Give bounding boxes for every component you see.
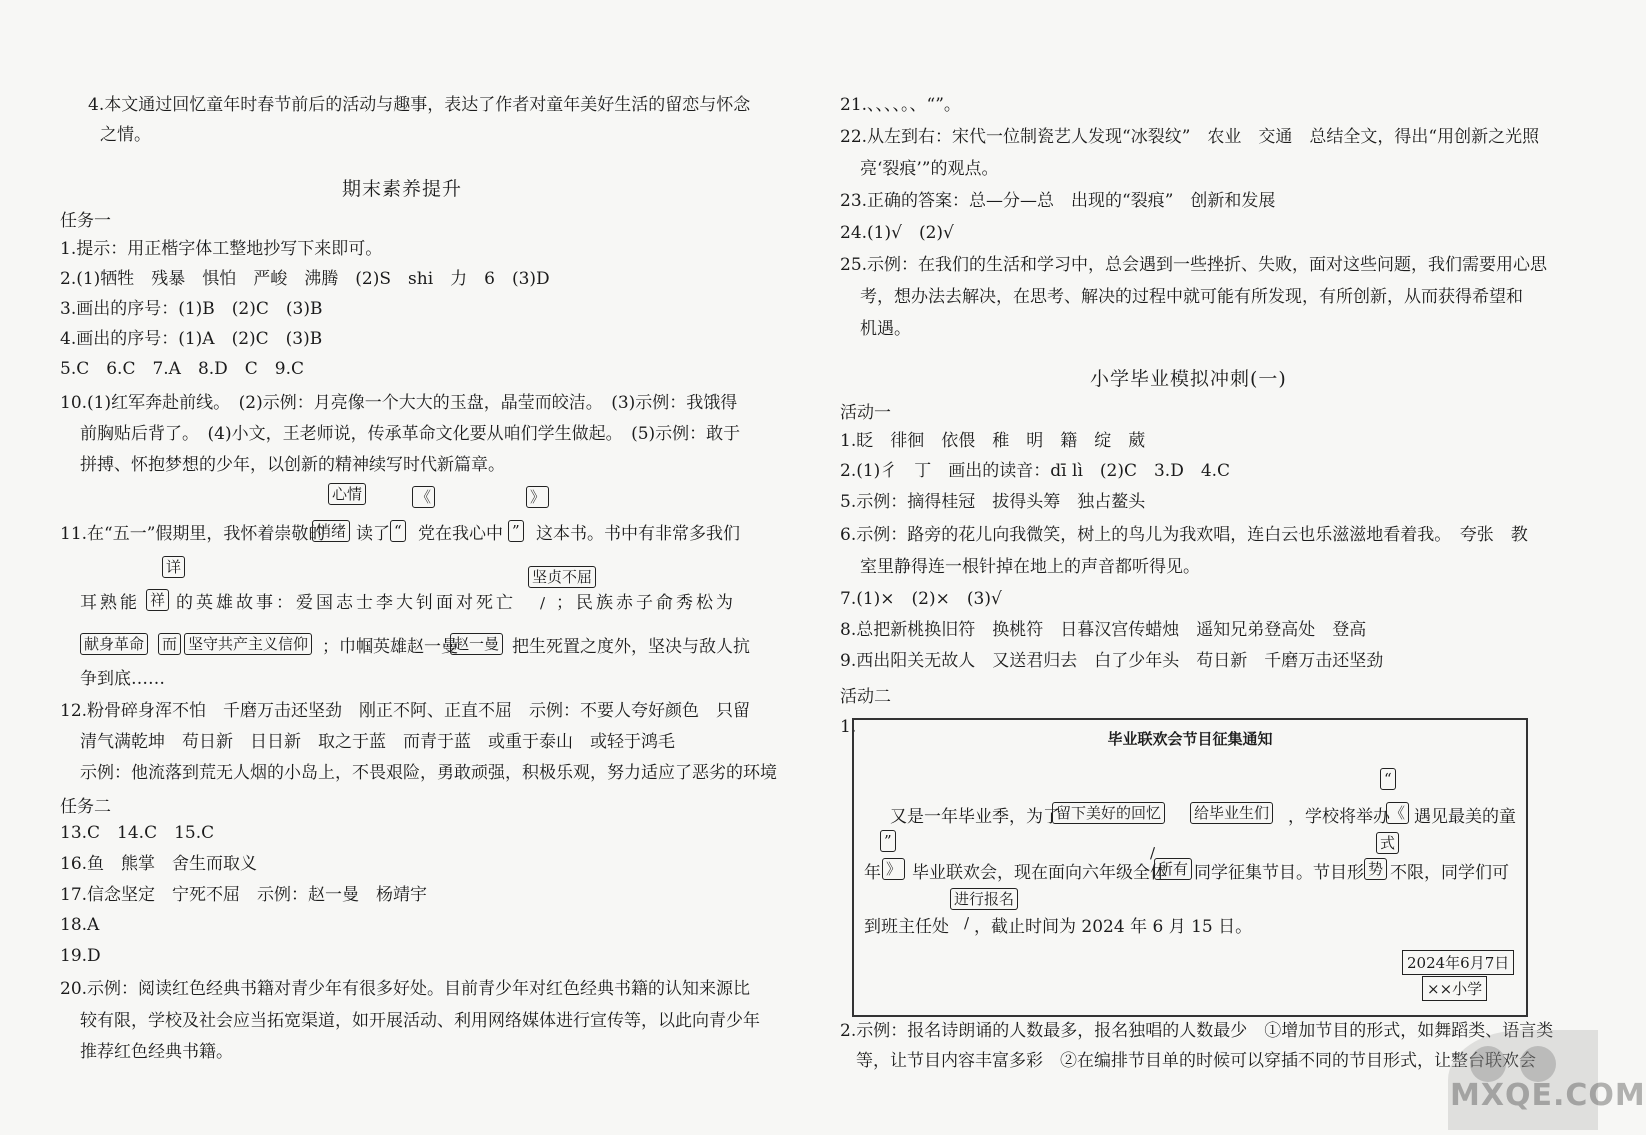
deleted-xianshen: 献身革命 — [80, 633, 148, 655]
notice-line2-start: 年 — [864, 863, 881, 883]
correction-shi: 式 — [1376, 832, 1399, 854]
correction-xiang: 详 — [162, 556, 185, 578]
answer-20-line3: 推荐红色经典书籍。 — [80, 1042, 233, 1062]
swapped-liuxia: 留下美好的回忆 — [1052, 802, 1165, 824]
notice-line3-start: 到班主任处 — [864, 917, 949, 937]
correction-open-quote-up: “ — [1380, 768, 1396, 790]
error-qiaoxu: 悄绪 — [312, 520, 350, 542]
answer-17: 17.信念坚定 宁死不屈 示例：赵一曼 杨靖宇 — [60, 885, 428, 905]
answer-12-line2: 清气满乾坤 苟日新 日日新 取之于蓝 而青于蓝 或重于泰山 或轻于鸿毛 — [80, 732, 675, 752]
notice-date: 2024年6月7日 — [1402, 950, 1514, 975]
error-xiang: 祥 — [146, 589, 169, 611]
answer-11-line2-mid: 的英雄故事：爱国志士李大钊面对死亡 — [176, 593, 516, 613]
answer-11-du: 读了 — [356, 524, 390, 544]
answer-25-line1: 25.示例：在我们的生活和学习中，总会遇到一些挫折、失败，面对这些问题，我们需要用心思 — [840, 255, 1548, 275]
answer-25-line2: 考，想办法去解决，在思考、解决的过程中就可能有所发现，有所创新，从而获得希望和 — [860, 287, 1523, 307]
answer-4: 4.画出的序号：(1)A (2)C (3)B — [60, 329, 323, 349]
answer-r5: 5.示例：摘得桂冠 拔得头筹 独占鳌头 — [840, 492, 1146, 512]
activity-1-heading: 活动一 — [840, 403, 891, 423]
correction-xinqing: 心情 — [328, 483, 366, 505]
correction-close-quote-up: ” — [880, 830, 896, 852]
error-close-book-mark: 》 — [882, 858, 905, 880]
answer-10-line3: 拼搏、怀抱梦想的少年，以创新的精神续写时代新篇章。 — [80, 455, 505, 475]
notice-line2-end: 不限，同学们可 — [1390, 863, 1509, 883]
answer-12-line1: 12.粉骨碎身浑不怕 千磨万击还坚劲 刚正不阿、正直不屈 示例：不要人夸好颜色 只留 — [60, 701, 751, 721]
swapped-gei: 给毕业生们 — [1190, 802, 1273, 824]
answer-11-book-title: 党在我心中 — [418, 524, 503, 544]
deleted-er: 而 — [158, 633, 181, 655]
notice-line2-mid2: 同学征集节目。节目形 — [1194, 863, 1364, 883]
answer-11-line1-end: 这本书。书中有非常多我们 — [536, 524, 740, 544]
answer-11-line3-end: 把生死置之度外，坚决与敌人抗 — [512, 637, 750, 657]
answer-r2b-line2: 等，让节目内容丰富多彩 ②在编排节目单的时候可以穿插不同的节目形式，让整台联欢会 — [856, 1051, 1536, 1071]
answer-r6-line2: 室里静得连一根针掉在地上的声音都听得见。 — [860, 557, 1200, 577]
answer-3: 3.画出的序号：(1)B (2)C (3)B — [60, 299, 323, 319]
answer-20-line2: 较有限，学校及社会应当拓宽渠道，如开展活动、利用网络媒体进行宣传等，以此向青少年 — [80, 1011, 760, 1031]
error-shi: 势 — [1364, 858, 1387, 880]
correction-jianzhen: 坚贞不屈 — [528, 566, 596, 588]
correction-book-open-quote: 《 — [412, 486, 435, 508]
answer-19: 19.D — [60, 946, 101, 966]
answer-4-line1: 4.本文通过回忆童年时春节前后的活动与趣事，表达了作者对童年美好生活的留恋与怀念 — [88, 95, 751, 115]
answer-1: 1.提示：用正楷字体工整地抄写下来即可。 — [60, 239, 383, 259]
answer-4-line2: 之情。 — [100, 125, 151, 145]
notice-box — [852, 718, 1528, 1017]
answer-11-line4: 争到底…… — [80, 669, 165, 689]
correction-jinxing: 进行报名 — [950, 888, 1018, 910]
answer-r2: 2.(1)彳 丁 画出的读音：dī lì (2)C 3.D 4.C — [840, 461, 1231, 481]
answer-18: 18.A — [60, 915, 100, 935]
answer-10-line2: 前胸贴后背了。 (4)小文，王老师说，传承革命文化要从咱们学生做起。 (5)示例：敢于 — [80, 424, 741, 444]
answer-24: 24.(1)√ (2)√ — [840, 223, 954, 243]
notice-line1-start: 又是一年毕业季，为了 — [890, 807, 1060, 827]
insert-caret-3: ∕ — [964, 914, 970, 932]
answer-r6-line1: 6.示例：路旁的花儿向我微笑，树上的鸟儿为我欢唱，连白云也乐滋滋地看着我。 夸张 教 — [840, 525, 1528, 545]
answer-r8: 8.总把新桃换旧符 换桃符 日暮汉宫传蜡烛 遥知兄弟登高处 登高 — [840, 620, 1367, 640]
watermark-text: MXQE.COM — [1450, 1078, 1646, 1113]
answer-20-line1: 20.示例：阅读红色经典书籍对青少年有很多好处。目前青少年对红色经典书籍的认知来源比 — [60, 979, 751, 999]
notice-school: ××小学 — [1422, 976, 1487, 1001]
section-title-mock-exam: 小学毕业模拟冲刺(一) — [1090, 368, 1287, 390]
answer-r2b-line1: 2.示例：报名诗朗诵的人数最多，报名独唱的人数最少 ①增加节目的形式，如舞蹈类、语言类 — [840, 1021, 1554, 1041]
deleted-suoyou: 所有 — [1154, 858, 1192, 880]
notice-line1-end: 遇见最美的童 — [1414, 807, 1516, 827]
answer-11-line2-start: 耳熟能 — [80, 593, 140, 613]
notice-title: 毕业联欢会节目征集通知 — [1107, 730, 1273, 748]
answer-16: 16.鱼 熊掌 舍生而取义 — [60, 854, 258, 874]
answer-22-line1: 22.从左到右：宋代一位制瓷艺人发现“冰裂纹” 农业 交通 总结全文，得出“用创新之光照 — [840, 127, 1540, 147]
answer-13-15: 13.C 14.C 15.C — [60, 823, 215, 843]
notice-question-number: 1. — [840, 717, 857, 737]
answer-12-line3: 示例：他流落到荒无人烟的小岛上，不畏艰险，勇敢顽强，积极乐观，努力适应了恶劣的环境 — [80, 763, 777, 783]
swapped-jianshou: 坚守共产主义信仰 — [184, 633, 312, 655]
answer-25-line3: 机遇。 — [860, 319, 911, 339]
watermark-dot — [1470, 1046, 1506, 1082]
notice-line2-mid: 毕业联欢会，现在面向六年级全体 — [912, 863, 1167, 883]
answer-r1: 1.眨 徘徊 依偎 稚 明 籍 绽 葳 — [840, 431, 1146, 451]
task-2-heading: 任务二 — [60, 797, 111, 817]
answer-10-line1: 10.(1)红军奔赴前线。 (2)示例：月亮像一个大大的玉盘，晶莹而皎洁。 (3)示例：我饿得 — [60, 393, 738, 413]
notice-line1-mid: ，学校将举办 — [1288, 807, 1390, 827]
insert-caret-1: ∕ — [540, 594, 546, 612]
answer-22-line2: 亮‘裂痕’”的观点。 — [860, 159, 999, 179]
error-open-book-mark: 《 — [1386, 802, 1409, 824]
deleted-zhao: 赵一曼 — [450, 633, 503, 655]
answer-2: 2.(1)牺牲 残暴 惧怕 严峻 沸腾 (2)S shi 力 6 (3)D — [60, 269, 550, 289]
answer-r7: 7.(1)× (2)× (3)√ — [840, 589, 1002, 609]
notice-line3-end: ，截止时间为 2024 年 6 月 15 日。 — [974, 917, 1253, 937]
answer-21: 21.、、、、。、“”。 — [840, 95, 961, 115]
activity-2-heading: 活动二 — [840, 687, 891, 707]
answer-11-line3-mid: ；巾帼英雄赵一曼 — [322, 637, 458, 657]
answer-23: 23.正确的答案：总—分—总 出现的“裂痕” 创新和发展 — [840, 191, 1276, 211]
section-title-final-review: 期末素养提升 — [342, 178, 463, 200]
insert-caret-2: ∕ — [1150, 844, 1156, 862]
watermark-dot — [1520, 1046, 1556, 1082]
task-1-heading: 任务一 — [60, 211, 111, 231]
answer-11-line1-start: 11.在“五一”假期里，我怀着崇敬的 — [60, 524, 326, 544]
answer-11-line2-end: ；民族赤子俞秀松为 — [556, 593, 736, 613]
error-open-quote: “ — [390, 520, 406, 542]
answer-5-9: 5.C 6.C 7.A 8.D C 9.C — [60, 359, 305, 379]
error-close-quote: ” — [508, 520, 524, 542]
correction-book-close-quote: 》 — [526, 486, 549, 508]
answer-r9: 9.西出阳关无故人 又送君归去 白了少年头 苟日新 千磨万击还坚劲 — [840, 651, 1384, 671]
